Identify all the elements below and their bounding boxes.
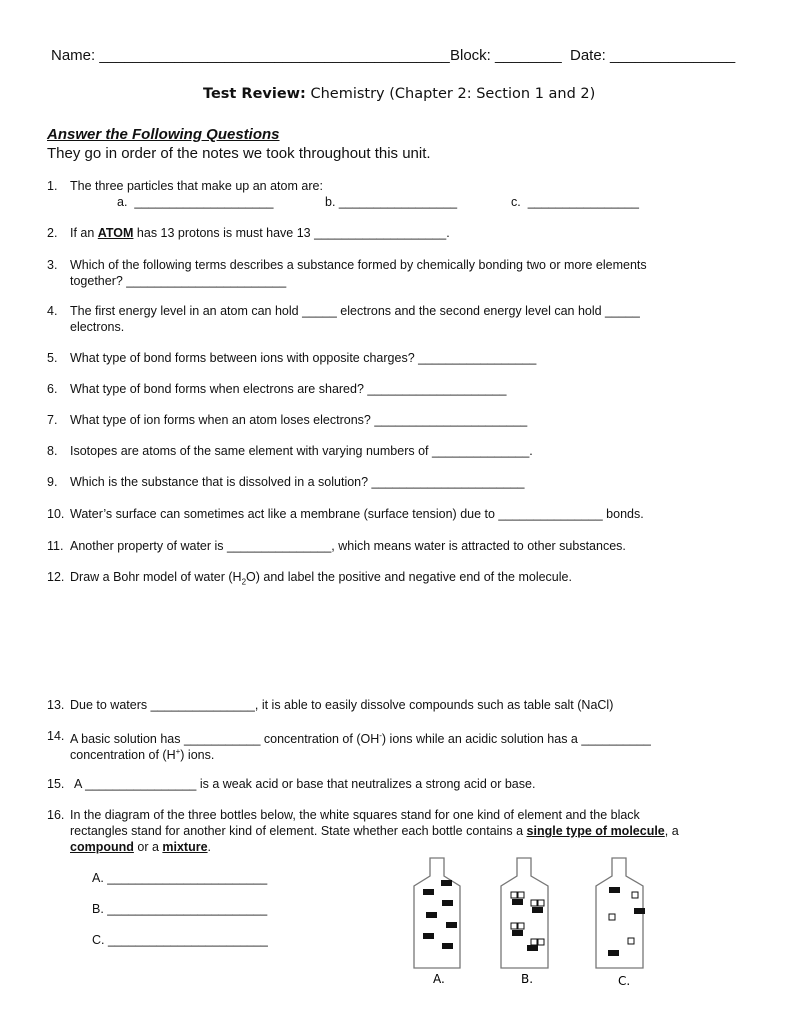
page-title-bold: Test Review:	[203, 86, 306, 102]
question-text: Due to waters _______________, it is able to easily dissolve compounds such as table salt (NaCl)	[70, 698, 614, 712]
question-number: 3.	[47, 258, 58, 272]
page-title-rest: Chemistry (Chapter 2: Section 1 and 2)	[305, 86, 596, 102]
bottle-c-molecules	[608, 887, 645, 956]
question-text-line2: rectangles stand for another kind of element. State whether each bottle contains a single type of molecule, a	[70, 824, 679, 838]
block-field[interactable]	[450, 47, 562, 64]
section-subheading: They go in order of the notes we took throughout this unit.	[47, 145, 431, 162]
bottle-a-molecules	[423, 880, 457, 949]
question-number: 2.	[47, 226, 58, 240]
question-1	[0, 178, 791, 212]
question-number: 14.	[47, 729, 65, 743]
question-text-line2: concentration of (H+) ions.	[70, 747, 215, 763]
question-number: 12.	[47, 570, 65, 584]
bottle-label-c: C.	[618, 974, 631, 988]
name-blank[interactable]: __________________________________________	[99, 47, 450, 64]
section-heading: Answer the Following Questions	[47, 126, 280, 143]
question-text: Which is the substance that is dissolved in a solution? ______________________	[70, 475, 525, 489]
block-label: Block:	[450, 47, 496, 64]
date-blank[interactable]: _______________	[610, 47, 736, 64]
question-text-line3: compound or a mixture.	[70, 840, 212, 854]
question-number: 9.	[47, 475, 58, 489]
answer-c[interactable]: C. _______________________	[92, 933, 268, 947]
block-blank[interactable]: ________	[495, 47, 562, 64]
answer-a[interactable]: A. _______________________	[92, 871, 268, 885]
name-field[interactable]	[51, 47, 450, 64]
question-text-line1: A basic solution has ___________ concentration of (OH-) ions while an acidic solution has a __________	[70, 731, 651, 747]
question-number: 5.	[47, 351, 58, 365]
question-number: 8.	[47, 444, 58, 458]
question-text-line2: electrons.	[70, 320, 125, 334]
bottles-diagram	[400, 850, 670, 995]
question-number: 4.	[47, 304, 58, 318]
page-title	[203, 86, 595, 102]
answer-b[interactable]: B. _______________________	[92, 902, 268, 916]
question-text: If an ATOM has 13 protons is must have 13 ___________________.	[70, 226, 450, 240]
question-text-line1: In the diagram of the three bottles below, the white squares stand for one kind of element and the black	[70, 808, 640, 822]
question-number: 10.	[47, 507, 65, 521]
question-text: What type of bond forms between ions with opposite charges? _________________	[70, 351, 537, 365]
question-text: A ________________ is a weak acid or base that neutralizes a strong acid or base.	[74, 777, 536, 791]
name-label: Name:	[51, 47, 100, 64]
atom-emphasis: ATOM	[97, 226, 134, 240]
question-text: What type of bond forms when electrons are shared? ____________________	[70, 382, 507, 396]
date-label: Date:	[570, 47, 611, 64]
bottle-label-a: A.	[433, 972, 445, 986]
option-b[interactable]: b. _________________	[325, 195, 458, 209]
question-number: 13.	[47, 698, 65, 712]
question-text: What type of ion forms when an atom loses electrons? ______________________	[70, 413, 528, 427]
question-text: Isotopes are atoms of the same element with varying numbers of ______________.	[70, 444, 533, 458]
question-text-line2[interactable]: together? _______________________	[70, 274, 287, 288]
question-text-line1: Which of the following terms describes a substance formed by chemically bonding two or more elements	[70, 258, 647, 272]
question-number: 6.	[47, 382, 58, 396]
date-field[interactable]	[570, 47, 735, 64]
option-c[interactable]: c. ________________	[511, 195, 639, 209]
question-text-line1: The first energy level in an atom can hold _____ electrons and the second energy level can hold _____	[70, 304, 640, 318]
question-number: 7.	[47, 413, 58, 427]
question-text: The three particles that make up an atom are:	[70, 179, 323, 193]
bottle-label-b: B.	[521, 972, 534, 986]
question-number: 1.	[47, 179, 58, 193]
question-number: 11.	[47, 539, 64, 553]
question-text: Draw a Bohr model of water $(H_2O)$ and label the positive and negative end of the molecule.	[70, 570, 572, 587]
bottle-b-molecules	[511, 892, 544, 951]
question-number: 16.	[47, 808, 65, 822]
question-text: Water’s surface can sometimes act like a membrane (surface tension) due to _______________ bonds.	[70, 507, 644, 521]
question-number: 15.	[47, 777, 65, 791]
question-text: Another property of water is _______________, which means water is attracted to other substances.	[70, 539, 626, 553]
option-a[interactable]: a. ____________________	[117, 195, 274, 209]
